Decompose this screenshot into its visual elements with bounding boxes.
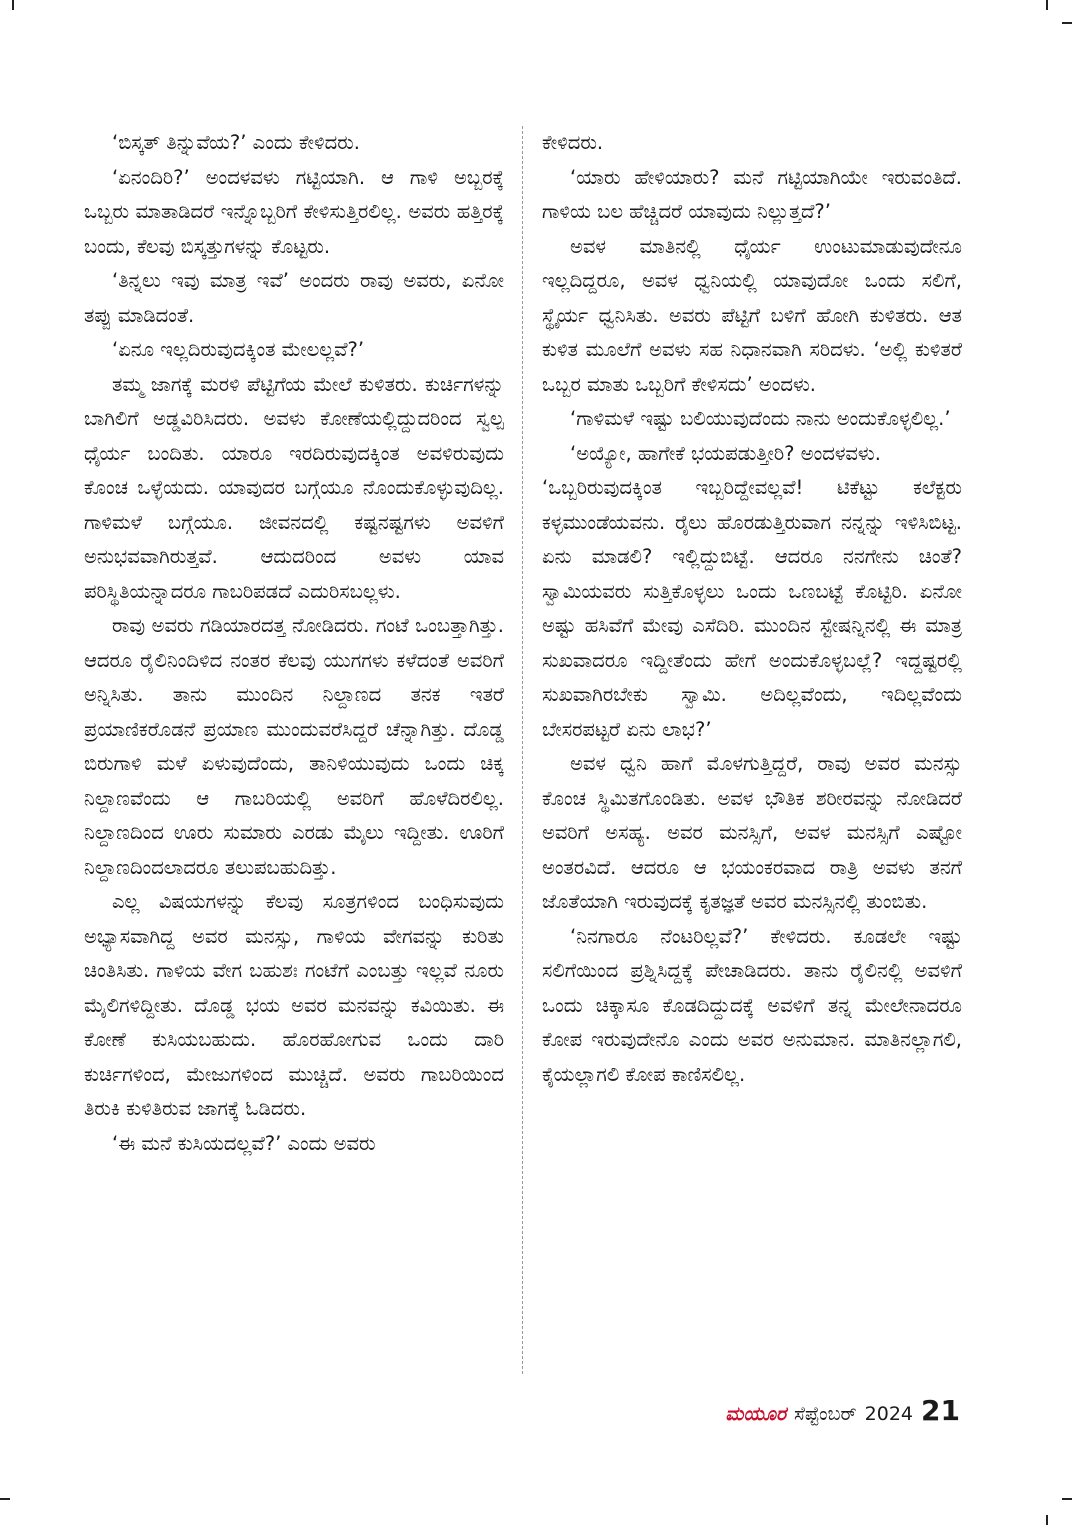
magazine-logo: ಮಯೂರ [725,1403,787,1425]
paragraph: ಕೇಳಿದರು. [542,131,604,154]
paragraph: ‘ಏನೂ ಇಲ್ಲದಿರುವುದಕ್ಕಿಂತ ಮೇಲಲ್ಲವೆ?’ [112,338,365,361]
paragraph: ‘ಏನಂದಿರಿ?’ ಅಂದಳವಳು ಗಟ್ಟಿಯಾಗಿ. ಆ ಗಾಳಿ ಅಬ್ಬರಕ್ಕೆ ಒಬ್ಬರು ಮಾತಾಡಿದರೆ ಇನ್ನೊಬ್ಬರಿಗೆ ಕೇಳಿಸುತ್ತಿರಲಿಲ್ಲ. ಅವರು ಹತ್ತಿರಕ್ಕೆ ಬಂದು, ಕೆಲವು ಬಿಸ್ಕತ್ತುಗಳನ್ನು ಕೊಟ್ಟರು. [84,165,504,258]
issue-month: ಸೆಪ್ಟೆಂಬರ್ [794,1403,857,1425]
issue-year: 2024 [864,1403,914,1425]
paragraph: ಅವಳ ಮಾತಿನಲ್ಲಿ ಧೈರ್ಯ ಉಂಟುಮಾಡುವುದೇನೂ ಇಲ್ಲದಿದ್ದರೂ, ಅವಳ ಧ್ವನಿಯಲ್ಲಿ ಯಾವುದೋ ಒಂದು ಸಲಿಗೆ, ಸ್ಥೈರ್ಯ ಧ್ವನಿಸಿತು. ಅವರು ಪೆಟ್ಟಿಗೆ ಬಳಿಗೆ ಹೋಗಿ ಕುಳಿತರು. ಆತ ಕುಳಿತ ಮೂಲೆಗೆ ಅವಳು ಸಹ ನಿಧಾನವಾಗಿ ಸರಿದಳು. ‘ಅಲ್ಲಿ ಕುಳಿತರೆ ಒಬ್ಬರ ಮಾತು ಒಬ್ಬರಿಗೆ ಕೇಳಿಸದು’ ಅಂದಳು. [542,234,962,396]
page-number: 21 [921,1394,960,1427]
paragraph: ಎಲ್ಲ ವಿಷಯಗಳನ್ನು ಕೆಲವು ಸೂತ್ರಗಳಿಂದ ಬಂಧಿಸುವುದು ಅಭ್ಯಾಸವಾಗಿದ್ದ ಅವರ ಮನಸ್ಸು, ಗಾಳಿಯ ವೇಗವನ್ನು ಕುರಿತು ಚಿಂತಿಸಿತು. ಗಾಳಿಯ ವೇಗ ಬಹುಶಃ ಗಂಟೆಗೆ ಎಂಬತ್ತು ಇಲ್ಲವೆ ನೂರು ಮೈಲಿಗಳಿದ್ದೀತು. ದೊಡ್ಡ ಭಯ ಅವರ ಮನವನ್ನು ಕವಿಯಿತು. ಈ ಕೋಣೆ ಕುಸಿಯಬಹುದು. ಹೊರಹೋಗುವ ಒಂದು ದಾರಿ ಕುರ್ಚಿಗಳಿಂದ, ಮೇಜುಗಳಿಂದ ಮುಚ್ಚಿದೆ. ಅವರು ಗಾಬರಿಯಿಂದ ತಿರುಕಿ ಕುಳಿತಿರುವ ಜಾಗಕ್ಕೆ ಓಡಿದರು. [84,890,504,1120]
paragraph: ‘ಈ ಮನೆ ಕುಸಿಯದಲ್ಲವೆ?’ ಎಂದು ಅವರು [112,1131,376,1155]
crop-mark-top-right [1046,0,1048,10]
paragraph: ಅವಳ ಧ್ವನಿ ಹಾಗೆ ಮೊಳಗುತ್ತಿದ್ದರೆ, ರಾವು ಅವರ ಮನಸ್ಸು ಕೊಂಚ ಸ್ಥಿಮಿತಗೊಂಡಿತು. ಅವಳ ಭೌತಿಕ ಶರೀರವನ್ನು ನೋಡಿದರೆ ಅವರಿಗೆ ಅಸಹ್ಯ. ಅವರ ಮನಸ್ಸಿಗೆ, ಅವಳ ಮನಸ್ಸಿಗೆ ಎಷ್ಟೋ ಅಂತರವಿದೆ. ಆದರೂ ಆ ಭಯಂಕರವಾದ ರಾತ್ರಿ ಅವಳು ತನಗೆ ಜೊತೆಯಾಗಿ ಇರುವುದಕ್ಕೆ ಕೃತಜ್ಞತೆ ಅವರ ಮನಸ್ಸಿನಲ್ಲಿ ತುಂಬಿತು. [542,752,962,913]
crop-mark-bottom-right [1046,1515,1048,1525]
paragraph: ‘ಯಾರು ಹೇಳಿಯಾರು? ಮನೆ ಗಟ್ಟಿಯಾಗಿಯೇ ಇರುವಂತಿದೆ. ಗಾಳಿಯ ಬಲ ಹೆಚ್ಚಿದರೆ ಯಾವುದು ನಿಲ್ಲುತ್ತದೆ?’ [542,165,962,223]
paragraph: ‘ಗಾಳಿಮಳೆ ಇಷ್ಟು ಬಲಿಯುವುದೆಂದು ನಾನು ಅಂದುಕೊಳ್ಳಲಿಲ್ಲ.’ [570,407,951,430]
page-footer [725,1394,960,1427]
paragraph: ತಮ್ಮ ಜಾಗಕ್ಕೆ ಮರಳಿ ಪೆಟ್ಟಿಗೆಯ ಮೇಲೆ ಕುಳಿತರು. ಕುರ್ಚಿಗಳನ್ನು ಬಾಗಿಲಿಗೆ ಅಡ್ಡವಿರಿಸಿದರು. ಅವಳು ಕೋಣೆಯಲ್ಲಿದ್ದುದರಿಂದ ಸ್ವಲ್ಪ ಧೈರ್ಯ ಬಂದಿತು. ಯಾರೂ ಇರದಿರುವುದಕ್ಕಿಂತ ಅವಳಿರುವುದು ಕೊಂಚ ಒಳ್ಳೆಯದು. ಯಾವುದರ ಬಗ್ಗೆಯೂ ನೊಂದುಕೊಳ್ಳುವುದಿಲ್ಲ. ಗಾಳಿಮಳೆ ಬಗ್ಗೆಯೂ. ಜೀವನದಲ್ಲಿ ಕಷ್ಟನಷ್ಟಗಳು ಅವಳಿಗೆ ಅನುಭವವಾಗಿರುತ್ತವೆ. ಆದುದರಿಂದ ಅವಳು ಯಾವ ಪರಿಸ್ಥಿತಿಯನ್ನಾದರೂ ಗಾಬರಿಪಡದೆ ಎದುರಿಸಬಲ್ಲಳು. [84,372,504,603]
paragraph: ರಾವು ಅವರು ಗಡಿಯಾರದತ್ತ ನೋಡಿದರು. ಗಂಟೆ ಒಂಬತ್ತಾಗಿತ್ತು. ಆದರೂ ರೈಲಿನಿಂದಿಳಿದ ನಂತರ ಕೆಲವು ಯುಗಗಳು ಕಳೆದಂತೆ ಅವರಿಗೆ ಅನ್ನಿಸಿತು. ತಾನು ಮುಂದಿನ ನಿಲ್ದಾಣದ ತನಕ ಇತರೆ ಪ್ರಯಾಣಿಕರೊಡನೆ ಪ್ರಯಾಣ ಮುಂದುವರೆಸಿದ್ದರೆ ಚೆನ್ನಾಗಿತ್ತು. ದೊಡ್ಡ ಬಿರುಗಾಳಿ ಮಳೆ ಏಳುವುದೆಂದು, ತಾನಿಳಿಯುವುದು ಒಂದು ಚಿಕ್ಕ ನಿಲ್ದಾಣವೆಂದು ಆ ಗಾಬರಿಯಲ್ಲಿ ಅವರಿಗೆ ಹೊಳೆದಿರಲಿಲ್ಲ. ನಿಲ್ದಾಣದಿಂದ ಊರು ಸುಮಾರು ಎರಡು ಮೈಲು ಇದ್ದೀತು. ಊರಿಗೆ ನಿಲ್ದಾಣದಿಂದಲಾದರೂ ತಲುಪಬಹುದಿತ್ತು. [84,614,504,879]
paragraph: ‘ಬಿಸ್ಕತ್ ತಿನ್ನುವೆಯ?’ ಎಂದು ಕೇಳಿದರು. [112,131,360,154]
paragraph: ‘ಒಬ್ಬರಿರುವುದಕ್ಕಿಂತ ಇಬ್ಬರಿದ್ದೇವಲ್ಲವೆ! ಟಿಕೆಟ್ಟು ಕಲೆಕ್ಟರು ಕಳ್ಳಮುಂಡೆಯವನು. ರೈಲು ಹೊರಡುತ್ತಿರುವಾಗ ನನ್ನನ್ನು ಇಳಿಸಿಬಿಟ್ಟ. ಏನು ಮಾಡಲಿ? ಇಲ್ಲಿದ್ದುಬಿಟ್ಟೆ. ಆದರೂ ನನಗೇನು ಚಿಂತೆ? ಸ್ವಾಮಿಯವರು ಸುತ್ತಿಕೊಳ್ಳಲು ಒಂದು ಒಣಬಟ್ಟೆ ಕೊಟ್ಟಿರಿ. ಏನೋ ಅಷ್ಟು ಹಸಿವೆಗೆ ಮೇವು ಎಸೆದಿರಿ. ಮುಂದಿನ ಸ್ಟೇಷನ್ನಿನಲ್ಲಿ ಈ ಮಾತ್ರ ಸುಖವಾದರೂ ಇದ್ದೀತೆಂದು ಹೇಗೆ ಅಂದುಕೊಳ್ಳಬಲ್ಲೆ? ಇದ್ದಷ್ಟರಲ್ಲಿ ಸುಖವಾಗಿರಬೇಕು ಸ್ವಾಮಿ. ಅದಿಲ್ಲವೆಂದು, ಇದಿಲ್ಲವೆಂದು ಬೇಸರಪಟ್ಟರೆ ಏನು ಲಾಭ?’ [542,476,962,741]
crop-mark-left-bottom [0,1498,10,1500]
left-column [84,126,504,1161]
paragraph: ‘ತಿನ್ನಲು ಇವು ಮಾತ್ರ ಇವೆ’ ಅಂದರು ರಾವು ಅವರು, ಏನೋ ತಪ್ಪು ಮಾಡಿದಂತೆ. [84,269,504,327]
column-divider [522,126,523,1374]
right-column [542,126,962,1092]
crop-mark-top-left [12,0,14,10]
crop-mark-right-top [1062,22,1072,24]
crop-mark-right-bottom [1062,1498,1072,1500]
paragraph: ‘ನಿನಗಾರೂ ನೆಂಟರಿಲ್ಲವೆ?’ ಕೇಳಿದರು. ಕೂಡಲೇ ಇಷ್ಟು ಸಲಿಗೆಯಿಂದ ಪ್ರಶ್ನಿಸಿದ್ದಕ್ಕೆ ಪೇಚಾಡಿದರು. ತಾನು ರೈಲಿನಲ್ಲಿ ಅವಳಿಗೆ ಒಂದು ಚಿಕ್ಕಾಸೂ ಕೊಡದಿದ್ದುದಕ್ಕೆ ಅವಳಿಗೆ ತನ್ನ ಮೇಲೇನಾದರೂ ಕೋಪ ಇರುವುದೇನೊ ಎಂದು ಅವರ ಅನುಮಾನ. ಮಾತಿನಲ್ಲಾಗಲಿ, ಕೈಯಲ್ಲಾಗಲಿ ಕೋಪ ಕಾಣಿಸಲಿಲ್ಲ. [542,924,962,1086]
paragraph: ‘ಅಯ್ಯೋ, ಹಾಗೇಕೆ ಭಯಪಡುತ್ತೀರಿ? ಅಂದಳವಳು. [570,441,881,465]
